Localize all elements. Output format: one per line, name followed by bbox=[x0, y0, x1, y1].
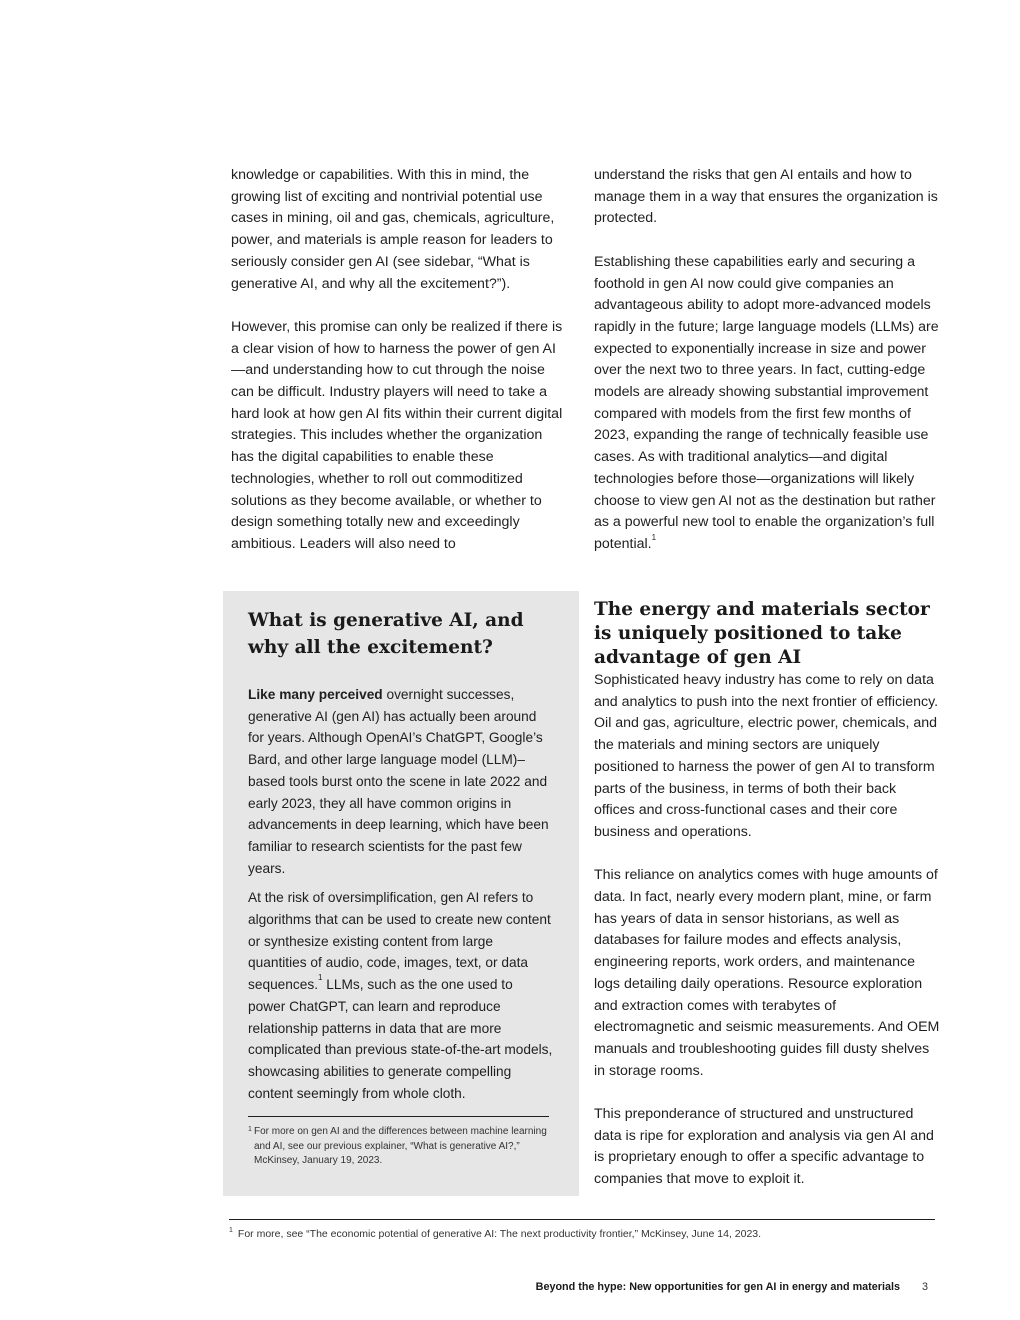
sidebar-paragraph bbox=[248, 684, 553, 879]
sidebar-divider bbox=[248, 1116, 549, 1117]
sidebar-paragraph-text: overnight successes, generative AI (gen AI) has actually been around for years. Although OpenAI’s ChatGPT, Google’s Bard, and other large language model (LLM)–based tools burst onto the scene in late 2022 and early 2023, they all have common origins in advancements in deep learning, which have been familiar to research scientists for the past few years. bbox=[248, 687, 549, 876]
sidebar-title: What is generative AI, and why all the excitement? bbox=[248, 610, 524, 658]
sidebar-paragraph bbox=[248, 887, 553, 1104]
sidebar-lead-in: Like many perceived bbox=[248, 687, 383, 702]
body-paragraph: This reliance on analytics comes with huge amounts of data. In fact, nearly every modern plant, mine, or farm has years of data in sensor historians, as well as databases for failure modes and effects analysis, engineering reports, work orders, and maintenance logs detailing daily operations. Resource exploration and extraction comes with terabytes of electromagnetic and seismic measurements. And OEM manuals and troubleshooting guides fill dusty shelves in storage rooms. bbox=[594, 867, 940, 1079]
body-paragraph: understand the risks that gen AI entails and how to manage them in a way that ensures the organization is protected. bbox=[594, 167, 938, 227]
footnote-divider bbox=[229, 1219, 935, 1220]
page-footnote bbox=[229, 1227, 935, 1241]
body-paragraph-text: Establishing these capabilities early and securing a foothold in gen AI now could give companies an advantageous ability to adopt more-advanced models rapidly in the future; large language models (LLMs) are expected to exponentially increase in size and power over the next two to three years. In fact, cutting-edge models are already showing substantial improvement compared with models from the first few months of 2023, expanding the range of technically feasible use cases. As with traditional analytics—and digital technologies before those—organizations will likely choose to view gen AI not as the destination but rather as a powerful new tool to enable the organization’s full potential. bbox=[594, 253, 939, 552]
footnote-marker: 1 bbox=[248, 1126, 252, 1134]
page-number: 3 bbox=[922, 1281, 929, 1293]
body-paragraph: This preponderance of structured and unstructured data is ripe for exploration and analysis via gen AI and is proprietary enough to offer a specific advantage to companies that move to exploit it. bbox=[594, 1106, 934, 1188]
running-footer-title: Beyond the hype: New opportunities for gen AI in energy and materials bbox=[535, 1281, 900, 1293]
sidebar-paragraph-text: LLMs, such as the one used to power ChatGPT, can learn and reproduce relationship patterns in data that are more complicated than previous state-of-the-art models, showcasing abilities to generate compelling content seemingly from whole cloth. bbox=[248, 977, 553, 1101]
body-paragraph bbox=[594, 252, 940, 556]
body-paragraph: However, this promise can only be realized if there is a clear vision of how to harness the power of gen AI—and understanding how to cut through the noise can be difficult. Industry players will need to take a hard look at how gen AI fits within their current digital strategies. This includes whether the organization has the digital capabilities to enable these technologies, whether to roll out commoditized solutions as they become available, or whether to design something totally new and exceedingly ambitious. Leaders will also need to bbox=[231, 318, 563, 552]
footnote-reference[interactable]: 1 bbox=[318, 973, 323, 983]
sidebar-footnote-text: For more on gen AI and the differences between machine learning and AI, see our previous explainer, “What is generative AI?,” McKinsey, January 19, 2023. bbox=[254, 1126, 547, 1167]
page-footnote-text: For more, see “The economic potential of generative AI: The next productivity frontier,” McKinsey, June 14, 2023. bbox=[237, 1228, 762, 1240]
sidebar-paragraph-text: At the risk of oversimplification, gen AI refers to algorithms that can be used to create new content or synthesize existing content from large quantities of audio, code, images, text, or data sequences. bbox=[248, 890, 551, 993]
footnote-marker: 1 bbox=[229, 1227, 233, 1234]
body-paragraph: Sophisticated heavy industry has come to rely on data and analytics to push into the next frontier of efficiency. Oil and gas, agriculture, electric power, chemicals, and the materials and mining sectors are uniquely positioned to harness the power of gen AI to transform parts of the business, in terms of both their back offices and cross-functional cases and their core business and operations. bbox=[594, 672, 939, 840]
section-heading: The energy and materials sector is uniquely positioned to take advantage of gen AI bbox=[594, 599, 930, 668]
energy-section bbox=[594, 598, 940, 1191]
sidebar-footnote bbox=[248, 1125, 553, 1169]
sidebar-box bbox=[223, 591, 579, 1196]
footnote-reference[interactable]: 1 bbox=[651, 532, 657, 542]
body-paragraph: knowledge or capabilities. With this in mind, the growing list of exciting and nontrivial potential use cases in mining, oil and gas, chemicals, agriculture, power, and materials is ample reason for leaders to seriously consider gen AI (see sidebar, “What is generative AI, and why all the excitement?”). bbox=[231, 167, 555, 292]
right-column bbox=[594, 165, 940, 556]
left-column bbox=[231, 165, 569, 556]
